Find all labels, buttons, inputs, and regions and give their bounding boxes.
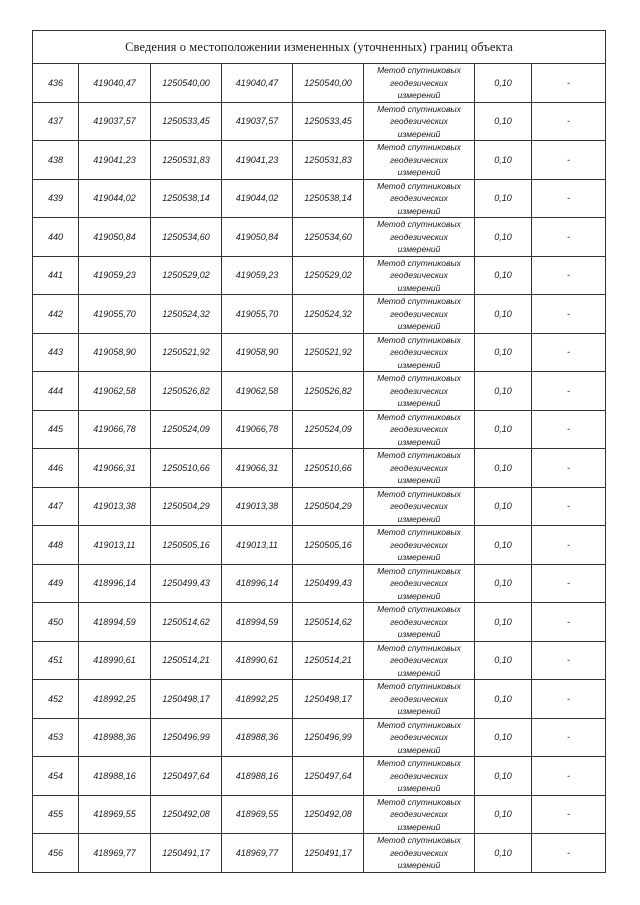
point-number-cell: 443 [33, 333, 79, 372]
method-line: измерений [397, 552, 441, 562]
accuracy-cell: 0,10 [475, 141, 532, 180]
method-line: измерений [397, 398, 441, 408]
method-line: геодезических [390, 116, 448, 126]
existing-x-cell: 418994,59 [79, 603, 151, 642]
method-line: геодезических [390, 462, 448, 473]
refined-x-cell: 419055,70 [222, 295, 293, 334]
note-cell: - [532, 410, 606, 449]
method-line: Метод спутниковых [377, 681, 461, 691]
method-cell [364, 141, 475, 180]
method-line: Метод спутниковых [377, 65, 461, 75]
existing-y-cell: 1250510,66 [151, 449, 222, 488]
note-cell: - [532, 603, 606, 642]
note-cell: - [532, 757, 606, 796]
method-line: геодезических [390, 732, 448, 742]
method-line: геодезических [390, 231, 448, 242]
point-number-cell: 455 [33, 795, 79, 834]
accuracy-cell: 0,10 [475, 256, 532, 295]
table-row [33, 834, 606, 873]
point-number-cell: 448 [33, 526, 79, 565]
method-line: Метод спутниковых [377, 219, 461, 229]
table-row [33, 718, 606, 757]
refined-x-cell: 419040,47 [222, 64, 293, 103]
point-number-cell: 452 [33, 680, 79, 719]
refined-y-cell: 1250524,32 [293, 295, 364, 334]
refined-x-cell: 419050,84 [222, 218, 293, 257]
method-cell [364, 333, 475, 372]
accuracy-cell: 0,10 [475, 64, 532, 103]
method-line: Метод спутниковых [377, 719, 461, 730]
existing-x-cell: 419066,31 [79, 449, 151, 488]
note-cell: - [532, 333, 606, 372]
method-line: геодезических [390, 308, 448, 319]
method-line: геодезических [390, 847, 448, 858]
point-number-cell: 454 [33, 757, 79, 796]
note-cell: - [532, 449, 606, 488]
existing-x-cell: 419041,23 [79, 141, 151, 180]
method-line: геодезических [390, 809, 448, 819]
existing-y-cell: 1250531,83 [151, 141, 222, 180]
refined-x-cell: 419062,58 [222, 372, 293, 411]
existing-x-cell: 418990,61 [79, 641, 151, 680]
method-cell [364, 526, 475, 565]
refined-x-cell: 418969,55 [222, 795, 293, 834]
table-row [33, 603, 606, 642]
method-line: измерений [397, 590, 441, 601]
method-line: геодезических [390, 424, 448, 434]
method-cell [364, 680, 475, 719]
refined-y-cell: 1250540,00 [293, 64, 364, 103]
table-row [33, 295, 606, 334]
existing-y-cell: 1250514,21 [151, 641, 222, 680]
point-number-cell: 450 [33, 603, 79, 642]
existing-x-cell: 419037,57 [79, 102, 151, 141]
note-cell: - [532, 141, 606, 180]
method-cell [364, 449, 475, 488]
method-line: геодезических [390, 77, 448, 88]
existing-x-cell: 419040,47 [79, 64, 151, 103]
existing-y-cell: 1250526,82 [151, 372, 222, 411]
note-cell: - [532, 179, 606, 218]
method-cell [364, 102, 475, 141]
existing-x-cell: 418969,77 [79, 834, 151, 873]
refined-y-cell: 1250491,17 [293, 834, 364, 873]
note-cell: - [532, 718, 606, 757]
accuracy-cell: 0,10 [475, 295, 532, 334]
method-line: Метод спутниковых [377, 180, 461, 191]
method-line: измерений [397, 436, 441, 447]
refined-x-cell: 418969,77 [222, 834, 293, 873]
table-row [33, 64, 606, 103]
point-number-cell: 456 [33, 834, 79, 873]
method-line: геодезических [390, 501, 448, 511]
accuracy-cell: 0,10 [475, 179, 532, 218]
existing-y-cell: 1250504,29 [151, 487, 222, 526]
method-line: измерений [397, 783, 441, 793]
note-cell: - [532, 64, 606, 103]
method-cell [364, 410, 475, 449]
method-cell [364, 487, 475, 526]
method-line: Метод спутниковых [377, 527, 461, 537]
point-number-cell: 437 [33, 102, 79, 141]
method-cell [364, 603, 475, 642]
method-cell [364, 641, 475, 680]
note-cell: - [532, 795, 606, 834]
method-line: Метод спутниковых [377, 373, 461, 383]
accuracy-cell: 0,10 [475, 603, 532, 642]
table-row [33, 410, 606, 449]
point-number-cell: 445 [33, 410, 79, 449]
point-number-cell: 453 [33, 718, 79, 757]
method-cell [364, 295, 475, 334]
table-body [33, 64, 606, 873]
existing-y-cell: 1250524,32 [151, 295, 222, 334]
accuracy-cell: 0,10 [475, 641, 532, 680]
point-number-cell: 441 [33, 256, 79, 295]
existing-x-cell: 419066,78 [79, 410, 151, 449]
method-cell [364, 372, 475, 411]
method-line: измерений [397, 821, 441, 832]
method-line: Метод спутниковых [377, 565, 461, 576]
existing-x-cell: 418992,25 [79, 680, 151, 719]
method-line: геодезических [390, 693, 448, 704]
accuracy-cell: 0,10 [475, 333, 532, 372]
accuracy-cell: 0,10 [475, 795, 532, 834]
refined-x-cell: 418990,61 [222, 641, 293, 680]
refined-y-cell: 1250496,99 [293, 718, 364, 757]
accuracy-cell: 0,10 [475, 718, 532, 757]
refined-y-cell: 1250505,16 [293, 526, 364, 565]
refined-y-cell: 1250534,60 [293, 218, 364, 257]
accuracy-cell: 0,10 [475, 487, 532, 526]
existing-x-cell: 418969,55 [79, 795, 151, 834]
note-cell: - [532, 256, 606, 295]
method-line: измерений [397, 128, 441, 139]
existing-y-cell: 1250514,62 [151, 603, 222, 642]
refined-x-cell: 419066,78 [222, 410, 293, 449]
accuracy-cell: 0,10 [475, 102, 532, 141]
note-cell: - [532, 680, 606, 719]
existing-y-cell: 1250496,99 [151, 718, 222, 757]
existing-x-cell: 418988,16 [79, 757, 151, 796]
refined-x-cell: 419013,38 [222, 487, 293, 526]
method-cell [364, 64, 475, 103]
point-number-cell: 439 [33, 179, 79, 218]
refined-x-cell: 418994,59 [222, 603, 293, 642]
refined-y-cell: 1250521,92 [293, 333, 364, 372]
method-line: измерений [397, 205, 441, 216]
method-line: измерений [397, 321, 441, 331]
accuracy-cell: 0,10 [475, 410, 532, 449]
method-line: измерений [397, 359, 441, 370]
method-line: Метод спутниковых [377, 103, 461, 114]
method-cell [364, 718, 475, 757]
accuracy-cell: 0,10 [475, 449, 532, 488]
refined-x-cell: 419059,23 [222, 256, 293, 295]
note-cell: - [532, 641, 606, 680]
note-cell: - [532, 487, 606, 526]
accuracy-cell: 0,10 [475, 218, 532, 257]
method-line: Метод спутниковых [377, 758, 461, 768]
existing-y-cell: 1250521,92 [151, 333, 222, 372]
refined-y-cell: 1250538,14 [293, 179, 364, 218]
method-line: Метод спутниковых [377, 450, 461, 460]
point-number-cell: 444 [33, 372, 79, 411]
table-title: Сведения о местоположении измененных (уточненных) границ объекта [33, 31, 606, 64]
existing-y-cell: 1250498,17 [151, 680, 222, 719]
method-line: геодезических [390, 347, 448, 357]
table-row [33, 102, 606, 141]
existing-y-cell: 1250491,17 [151, 834, 222, 873]
method-line: геодезических [390, 578, 448, 588]
method-line: измерений [397, 475, 441, 485]
existing-y-cell: 1250534,60 [151, 218, 222, 257]
method-line: Метод спутниковых [377, 334, 461, 345]
method-line: геодезических [390, 770, 448, 781]
method-line: геодезических [390, 270, 448, 280]
method-cell [364, 179, 475, 218]
point-number-cell: 438 [33, 141, 79, 180]
table-row [33, 757, 606, 796]
existing-y-cell: 1250505,16 [151, 526, 222, 565]
refined-y-cell: 1250524,09 [293, 410, 364, 449]
refined-y-cell: 1250533,45 [293, 102, 364, 141]
refined-x-cell: 418992,25 [222, 680, 293, 719]
point-number-cell: 449 [33, 564, 79, 603]
method-cell [364, 564, 475, 603]
method-cell [364, 795, 475, 834]
table-row [33, 179, 606, 218]
refined-x-cell: 419013,11 [222, 526, 293, 565]
method-line: Метод спутниковых [377, 796, 461, 807]
existing-x-cell: 419055,70 [79, 295, 151, 334]
refined-y-cell: 1250514,62 [293, 603, 364, 642]
table-row [33, 641, 606, 680]
refined-y-cell: 1250499,43 [293, 564, 364, 603]
method-line: измерений [397, 629, 441, 639]
accuracy-cell: 0,10 [475, 834, 532, 873]
note-cell: - [532, 218, 606, 257]
note-cell: - [532, 295, 606, 334]
table-row [33, 526, 606, 565]
method-cell [364, 834, 475, 873]
method-line: геодезических [390, 193, 448, 203]
method-line: Метод спутниковых [377, 604, 461, 614]
existing-x-cell: 419044,02 [79, 179, 151, 218]
point-number-cell: 451 [33, 641, 79, 680]
method-line: геодезических [390, 385, 448, 396]
table-row [33, 218, 606, 257]
refined-y-cell: 1250492,08 [293, 795, 364, 834]
table-row [33, 564, 606, 603]
existing-x-cell: 419059,23 [79, 256, 151, 295]
table-row [33, 256, 606, 295]
existing-y-cell: 1250492,08 [151, 795, 222, 834]
method-cell [364, 256, 475, 295]
refined-y-cell: 1250510,66 [293, 449, 364, 488]
existing-y-cell: 1250538,14 [151, 179, 222, 218]
existing-x-cell: 418996,14 [79, 564, 151, 603]
accuracy-cell: 0,10 [475, 372, 532, 411]
method-line: геодезических [390, 154, 448, 165]
table-row [33, 333, 606, 372]
refined-y-cell: 1250529,02 [293, 256, 364, 295]
point-number-cell: 446 [33, 449, 79, 488]
method-line: измерений [397, 244, 441, 254]
existing-x-cell: 419050,84 [79, 218, 151, 257]
method-line: Метод спутниковых [377, 488, 461, 499]
existing-y-cell: 1250533,45 [151, 102, 222, 141]
table-row [33, 795, 606, 834]
point-number-cell: 440 [33, 218, 79, 257]
point-number-cell: 447 [33, 487, 79, 526]
refined-y-cell: 1250526,82 [293, 372, 364, 411]
method-line: Метод спутниковых [377, 296, 461, 306]
existing-y-cell: 1250497,64 [151, 757, 222, 796]
refined-x-cell: 418988,36 [222, 718, 293, 757]
refined-x-cell: 419037,57 [222, 102, 293, 141]
existing-y-cell: 1250524,09 [151, 410, 222, 449]
refined-x-cell: 419041,23 [222, 141, 293, 180]
refined-y-cell: 1250514,21 [293, 641, 364, 680]
table-row [33, 141, 606, 180]
method-line: Метод спутниковых [377, 257, 461, 268]
existing-x-cell: 419013,38 [79, 487, 151, 526]
method-line: геодезических [390, 539, 448, 550]
accuracy-cell: 0,10 [475, 680, 532, 719]
refined-y-cell: 1250504,29 [293, 487, 364, 526]
note-cell: - [532, 526, 606, 565]
method-line: измерений [397, 744, 441, 755]
refined-x-cell: 419044,02 [222, 179, 293, 218]
note-cell: - [532, 564, 606, 603]
table-row [33, 372, 606, 411]
note-cell: - [532, 102, 606, 141]
method-line: Метод спутниковых [377, 835, 461, 845]
method-line: геодезических [390, 655, 448, 665]
method-line: измерений [397, 860, 441, 870]
refined-x-cell: 418996,14 [222, 564, 293, 603]
accuracy-cell: 0,10 [475, 757, 532, 796]
method-line: измерений [397, 282, 441, 293]
existing-y-cell: 1250499,43 [151, 564, 222, 603]
table-row [33, 449, 606, 488]
existing-x-cell: 419058,90 [79, 333, 151, 372]
note-cell: - [532, 372, 606, 411]
method-line: Метод спутниковых [377, 642, 461, 653]
method-line: измерений [397, 90, 441, 100]
refined-y-cell: 1250497,64 [293, 757, 364, 796]
method-cell [364, 757, 475, 796]
point-number-cell: 442 [33, 295, 79, 334]
existing-x-cell: 419062,58 [79, 372, 151, 411]
refined-x-cell: 419058,90 [222, 333, 293, 372]
method-line: измерений [397, 167, 441, 177]
refined-x-cell: 418988,16 [222, 757, 293, 796]
accuracy-cell: 0,10 [475, 526, 532, 565]
existing-y-cell: 1250529,02 [151, 256, 222, 295]
accuracy-cell: 0,10 [475, 564, 532, 603]
method-line: Метод спутниковых [377, 411, 461, 422]
point-number-cell: 436 [33, 64, 79, 103]
existing-x-cell: 419013,11 [79, 526, 151, 565]
method-line: измерений [397, 513, 441, 524]
method-line: геодезических [390, 616, 448, 627]
boundary-coordinates-table [32, 30, 606, 873]
existing-y-cell: 1250540,00 [151, 64, 222, 103]
refined-y-cell: 1250531,83 [293, 141, 364, 180]
method-cell [364, 218, 475, 257]
refined-y-cell: 1250498,17 [293, 680, 364, 719]
table-row [33, 487, 606, 526]
table-row [33, 680, 606, 719]
existing-x-cell: 418988,36 [79, 718, 151, 757]
method-line: измерений [397, 667, 441, 678]
refined-x-cell: 419066,31 [222, 449, 293, 488]
note-cell: - [532, 834, 606, 873]
method-line: измерений [397, 706, 441, 716]
method-line: Метод спутниковых [377, 142, 461, 152]
coordinates-sheet [32, 30, 605, 873]
